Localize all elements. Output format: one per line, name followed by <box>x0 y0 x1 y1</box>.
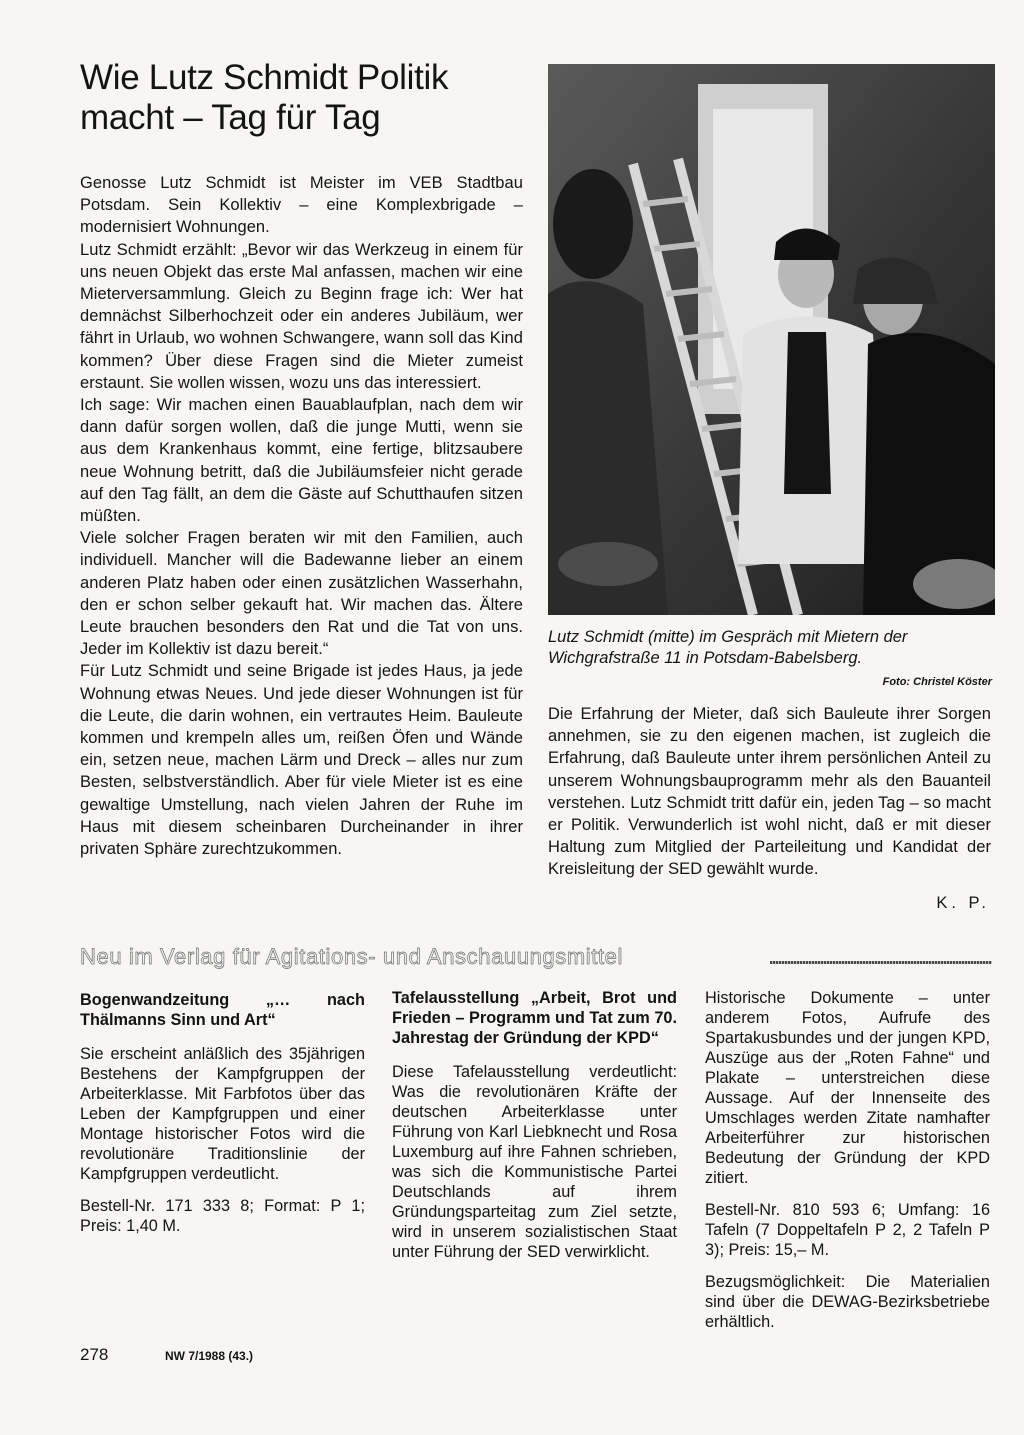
article-photo <box>548 64 995 615</box>
page-number: 278 <box>80 1345 109 1364</box>
author-signature: K. P. <box>936 894 990 912</box>
article-left-column <box>80 172 523 860</box>
announcement-body: Sie erscheint anläßlich des 35jährigen Bestehens der Kampfgruppen der Arbeiterklasse. Mit Farbfotos über das Leben der Kampfgruppen und einer Montage historischer Fotos wird die revolutionäre Traditionslinie der Kampfgruppen verdeutlicht. <box>80 1045 365 1183</box>
announcement-body: Diese Tafelausstellung verdeutlicht: Was die revolutionären Kräfte der deutschen Arbeiterklasse unter Führung von Karl Liebknecht und Rosa Luxemburg auf ihre Fahnen schrieben, was sich die Kommunistische Partei Deutschlands auf ihrem Gründungsparteitag zum Ziel setzte, wird in unserem sozialistischen Staat unter Führung der SED verwirklicht. <box>392 1063 677 1261</box>
article-paragraph: Die Erfahrung der Mieter, daß sich Bauleute ihrer Sorgen annehmen, sie zu den eigenen machen, ist zugleich die Erfahrung, daß Bauleute unter ihrem persönlichen Anteil zu unserem Wohnungsbauprogramm mehr als den Bauanteil verstehen. Lutz Schmidt tritt dafür ein, jeden Tag – so macht er Politik. Verwunderlich ist wohl nicht, daß er mit dieser Haltung zum Mitglied der Parteileitung und Kandidat der Kreisleitung der SED gewählt wurde. <box>548 705 991 879</box>
photo-credit: Foto: Christel Köster <box>882 676 992 688</box>
article-paragraph: Genosse Lutz Schmidt ist Meister im VEB Stadtbau Potsdam. Sein Kollektiv – eine Komplexbrigade – modernisiert Wohnungen. <box>80 174 523 237</box>
announcement-order-info: Bestell-Nr. 171 333 8; Format: P 1; Preis: 1,40 M. <box>80 1197 365 1235</box>
issue-reference: NW 7/1988 (43.) <box>165 1349 254 1363</box>
announcement-body: Historische Dokumente – unter anderem Fotos, Aufrufe des Spartakusbundes und der jungen KPD, Auszüge aus der „Roten Fahne“ und Plakate – unterstreichen diese Aussage. Auf der Innenseite des Umschlages werden Zitate namhafter Arbeiterführer zur historischen Bedeutung der Gründung der KPD zitiert. <box>705 989 990 1187</box>
banner-heading: Neu im Verlag für Agitations- und Anschauungsmittel <box>80 944 624 969</box>
article-paragraph: Viele solcher Fragen beraten wir mit den Familien, auch individuell. Mancher will die Badewanne lieber an einem anderen Platz haben oder einen zusätzlichen Wasserhahn, den er schon selber gekauft hat. Wir machen das. Ältere Leute brauchen besonders den Rat und die Tat von uns. Jeder im Kollektiv ist dazu bereit.“ <box>80 529 523 659</box>
announcement-heading: Bogenwandzeitung „… nach Thälmanns Sinn und Art“ <box>80 991 365 1029</box>
announcement-column-2 <box>392 988 677 1262</box>
section-banner <box>80 944 992 974</box>
article-paragraph: Ich sage: Wir machen einen Bauablaufplan, nach dem wir dann dafür sorgen wollen, daß die junge Mutti, wenn sie aus dem Krankenhaus kommt, eine fertige, blitzsaubere neue Wohnung betritt, daß die Jubiläumsfeier nicht gerade auf den Tag fällt, an dem die Gäste auf Schutthaufen sitzen müßten. <box>80 396 523 526</box>
photo-illustration <box>548 64 995 615</box>
article-right-column <box>548 703 991 881</box>
photo-caption: Lutz Schmidt (mitte) im Gespräch mit Mietern der Wichgrafstraße 11 in Potsdam-Babelsberg. <box>548 628 908 667</box>
announcement-column-3 <box>705 988 990 1344</box>
article-title: Wie Lutz Schmidt Politik macht – Tag für Tag <box>80 58 449 137</box>
article-paragraph: Lutz Schmidt erzählt: „Bevor wir das Werkzeug in einem für uns neuen Objekt das erste Mal anfassen, machen wir eine Mieterversammlung. Gleich zu Beginn frage ich: Wer hat demnächst Silberhochzeit oder ein anderes Jubiläum, wer fährt in Urlaub, wo wohnen Schwangere, wann soll das Kind kommen? Über diese Fragen sind die Mieter zumeist erstaunt. Sie wollen wissen, wozu uns das interessiert. <box>80 240 523 392</box>
announcement-column-1 <box>80 990 365 1248</box>
announcement-availability: Bezugsmöglichkeit: Die Materialien sind über die DEWAG-Bezirksbetriebe erhältlich. <box>705 1273 990 1331</box>
article-paragraph: Für Lutz Schmidt und seine Brigade ist jedes Haus, ja jede Wohnung etwas Neues. Und jede dieser Wohnungen ist für die Leute, die darin wohnen, ein vertrautes Heim. Bauleute kommen und krempeln alles um, reißen Öfen und Wände ein, setzen neue, machen Lärm und Dreck – alles nur zum Besten, selbstverständlich. Aber für viele Mieter ist es eine gewaltige Umstellung, nach vielen Jahren der Ruhe im Haus mit diesem scheinbaren Durcheinander in ihrer privaten Sphäre zurechtzukommen. <box>80 662 523 859</box>
banner-rule <box>770 961 992 964</box>
announcement-heading: Tafelausstellung „Arbeit, Brot und Frieden – Programm und Tat zum 70. Jahrestag der Gründung der KPD“ <box>392 989 677 1047</box>
announcement-order-info: Bestell-Nr. 810 593 6; Umfang: 16 Tafeln (7 Doppeltafeln P 2, 2 Tafeln P 3); Preis: 15,– M. <box>705 1201 990 1259</box>
